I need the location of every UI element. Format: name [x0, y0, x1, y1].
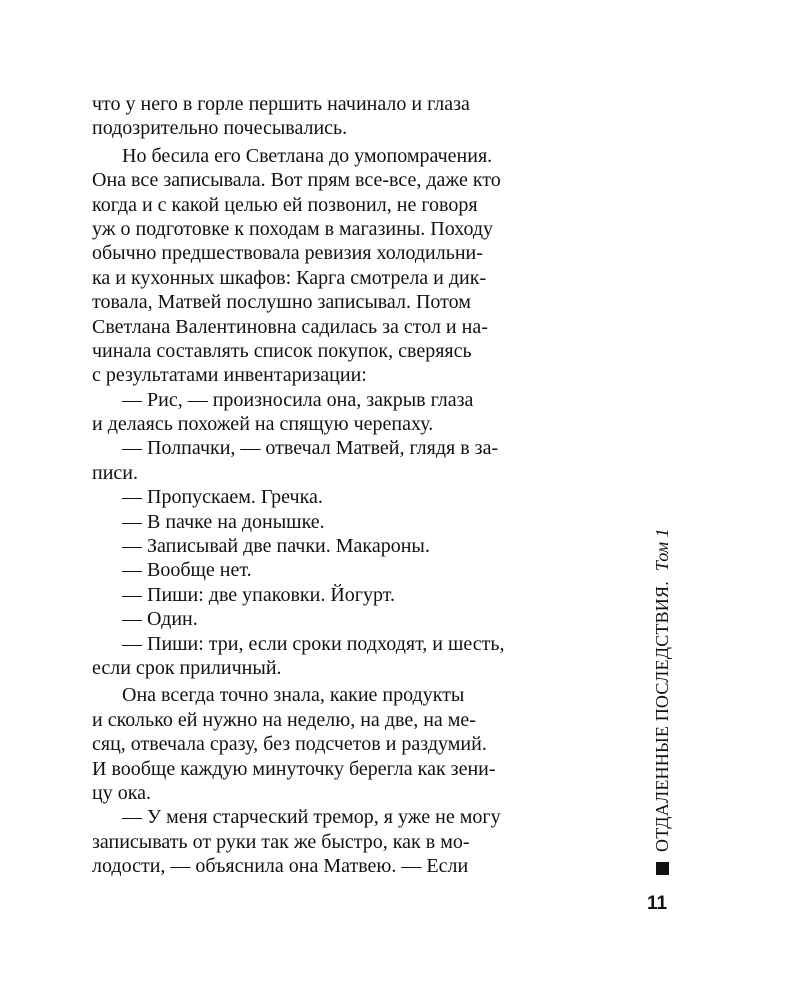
text-line: с результатами инвентаризации:: [92, 364, 367, 387]
square-bullet-icon: [656, 862, 669, 875]
text-line: И вообще каждую минуточку берегла как зени-: [92, 757, 496, 780]
text-line: Она все записывала. Вот прям все-все, даже кто: [92, 169, 501, 192]
text-line: сяц, отвечала сразу, без подсчетов и раздумий.: [92, 733, 487, 756]
text-line: товала, Матвей послушно записывал. Потом: [92, 291, 471, 314]
text-line: — Пиши: две упаковки. Йогурт.: [122, 583, 395, 606]
text-line: обычно предшествовала ревизия холодильни-: [92, 242, 483, 265]
text-line: что у него в горле першить начинало и глаза: [92, 93, 470, 115]
text-line: — Пиши: три, если сроки подходят, и шесть,: [122, 632, 505, 655]
text-line: — Рис, — произносила она, закрыв глаза: [122, 388, 474, 411]
text-line: и сколько ей нужно на неделю, на две, на ме-: [92, 708, 476, 731]
volume-label: Том 1: [652, 528, 672, 572]
text-line: — Один.: [122, 608, 198, 631]
text-line: когда и с какой целью ей позвонил, не говоря: [92, 193, 478, 216]
text-line: записывать от руки так же быстро, как в мо-: [92, 830, 470, 853]
text-line: — Полпачки, — отвечал Матвей, глядя в за-: [122, 437, 499, 460]
text-line: — У меня старческий тремор, я уже не могу: [122, 806, 501, 829]
book-title: ОТДАЛЕННЫЕ ПОСЛЕДСТВИЯ.: [652, 581, 672, 852]
text-line: Но бесила его Светлана до умопомрачения.: [122, 144, 493, 167]
text-line: подозрительно почесывались.: [92, 117, 348, 140]
text-line: — В пачке на донышке.: [122, 510, 325, 533]
text-line: чинала составлять список покупок, сверяясь: [92, 339, 472, 362]
page-number: 11: [647, 893, 668, 914]
page-body-text: [92, 92, 630, 879]
text-line: если срок приличный.: [92, 656, 282, 679]
text-line: писи.: [92, 461, 138, 484]
text-line: — Вообще нет.: [122, 559, 252, 582]
text-line: ка и кухонных шкафов: Карга смотрела и дик-: [92, 266, 487, 289]
text-line: лодости, — объяснила она Матвею. — Если: [92, 855, 469, 878]
text-line: уж о подготовке к походам в магазины. Походу: [92, 217, 494, 240]
text-line: цу ока.: [92, 781, 151, 804]
text-line: — Записывай две пачки. Макароны.: [122, 535, 430, 558]
running-header: [652, 528, 673, 875]
text-line: Светлана Валентиновна садилась за стол и на-: [92, 315, 488, 338]
text-line: Она всегда точно знала, какие продукты: [122, 684, 465, 707]
text-line: — Пропускаем. Гречка.: [122, 486, 323, 509]
text-line: и делаясь похожей на спящую черепаху.: [92, 413, 434, 436]
